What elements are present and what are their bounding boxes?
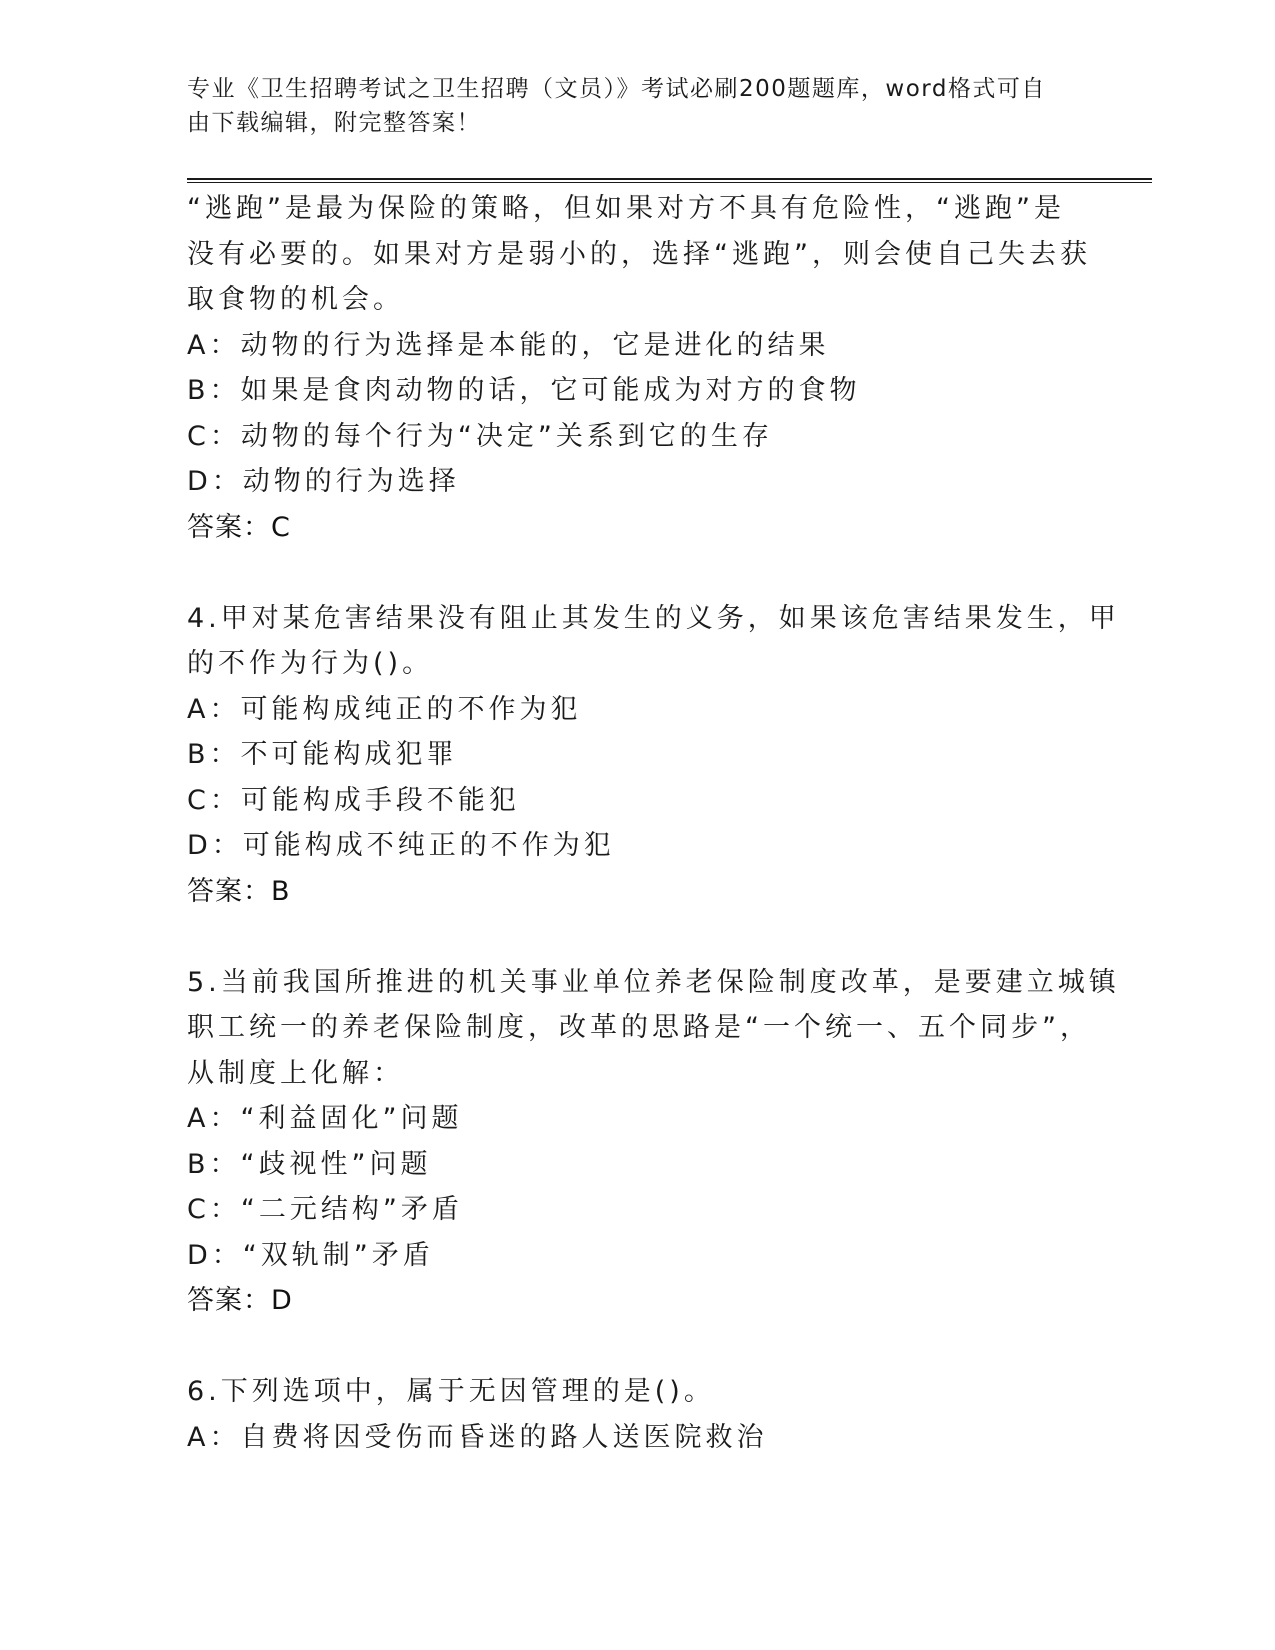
question-text-line: 的不作为行为()。 [187, 648, 434, 679]
question-text-line: “逃跑”是最为保险的策略，但如果对方不具有危险性，“逃跑”是 [187, 193, 1065, 224]
option-c: C：“二元结构”矛盾 [187, 1194, 463, 1225]
question-5 [187, 960, 1120, 1324]
option-c: C：动物的每个行为“决定”关系到它的生存 [187, 420, 773, 452]
spacer [187, 1324, 1087, 1370]
answer-line: 答案：B [187, 875, 291, 907]
question-text-line: 没有必要的。如果对方是弱小的，选择“逃跑”，则会使自己失去获 [187, 238, 1091, 270]
question-list [187, 186, 1120, 1460]
question-text-line: 5.当前我国所推进的机关事业单位养老保险制度改革，是要建立城镇 [187, 966, 1120, 998]
option-a: A：可能构成纯正的不作为犯 [187, 693, 582, 725]
option-d: D：“双轨制”矛盾 [187, 1239, 434, 1271]
question-text-line: 取食物的机会。 [187, 284, 404, 315]
question-6 [187, 1369, 1087, 1460]
question-text-line: 6.下列选项中，属于无因管理的是()。 [187, 1376, 715, 1407]
header-line-1: 专业《卫生招聘考试之卫生招聘（文员）》考试必刷200题题库，word格式可自 [187, 76, 1046, 102]
question-text-line: 4.甲对某危害结果没有阻止其发生的义务，如果该危害结果发生，甲 [187, 602, 1120, 634]
answer-line: 答案：C [187, 511, 291, 543]
header-divider [187, 178, 1152, 183]
document-header [187, 72, 1067, 140]
option-d: D：可能构成不纯正的不作为犯 [187, 830, 615, 861]
question-text-line: 职工统一的养老保险制度，改革的思路是“一个统一、五个同步”， [187, 1012, 1091, 1043]
option-b: B：不可能构成犯罪 [187, 739, 458, 770]
option-b: B：“歧视性”问题 [187, 1148, 432, 1180]
option-b: B：如果是食肉动物的话，它可能成为对方的食物 [187, 375, 861, 406]
answer-line: 答案：D [187, 1285, 293, 1316]
option-a: A：“利益固化”问题 [187, 1103, 463, 1134]
spacer [187, 550, 1087, 596]
header-line-2: 由下载编辑，附完整答案！ [187, 110, 481, 136]
option-d: D：动物的行为选择 [187, 466, 460, 497]
question-text-line: 从制度上化解： [187, 1057, 404, 1089]
spacer [187, 914, 1087, 960]
option-a: A：自费将因受伤而昏迷的路人送医院救治 [187, 1421, 768, 1453]
question-3-continued [187, 186, 1091, 550]
question-4 [187, 596, 1120, 915]
option-a: A：动物的行为选择是本能的，它是进化的结果 [187, 329, 830, 361]
option-c: C：可能构成手段不能犯 [187, 784, 520, 816]
